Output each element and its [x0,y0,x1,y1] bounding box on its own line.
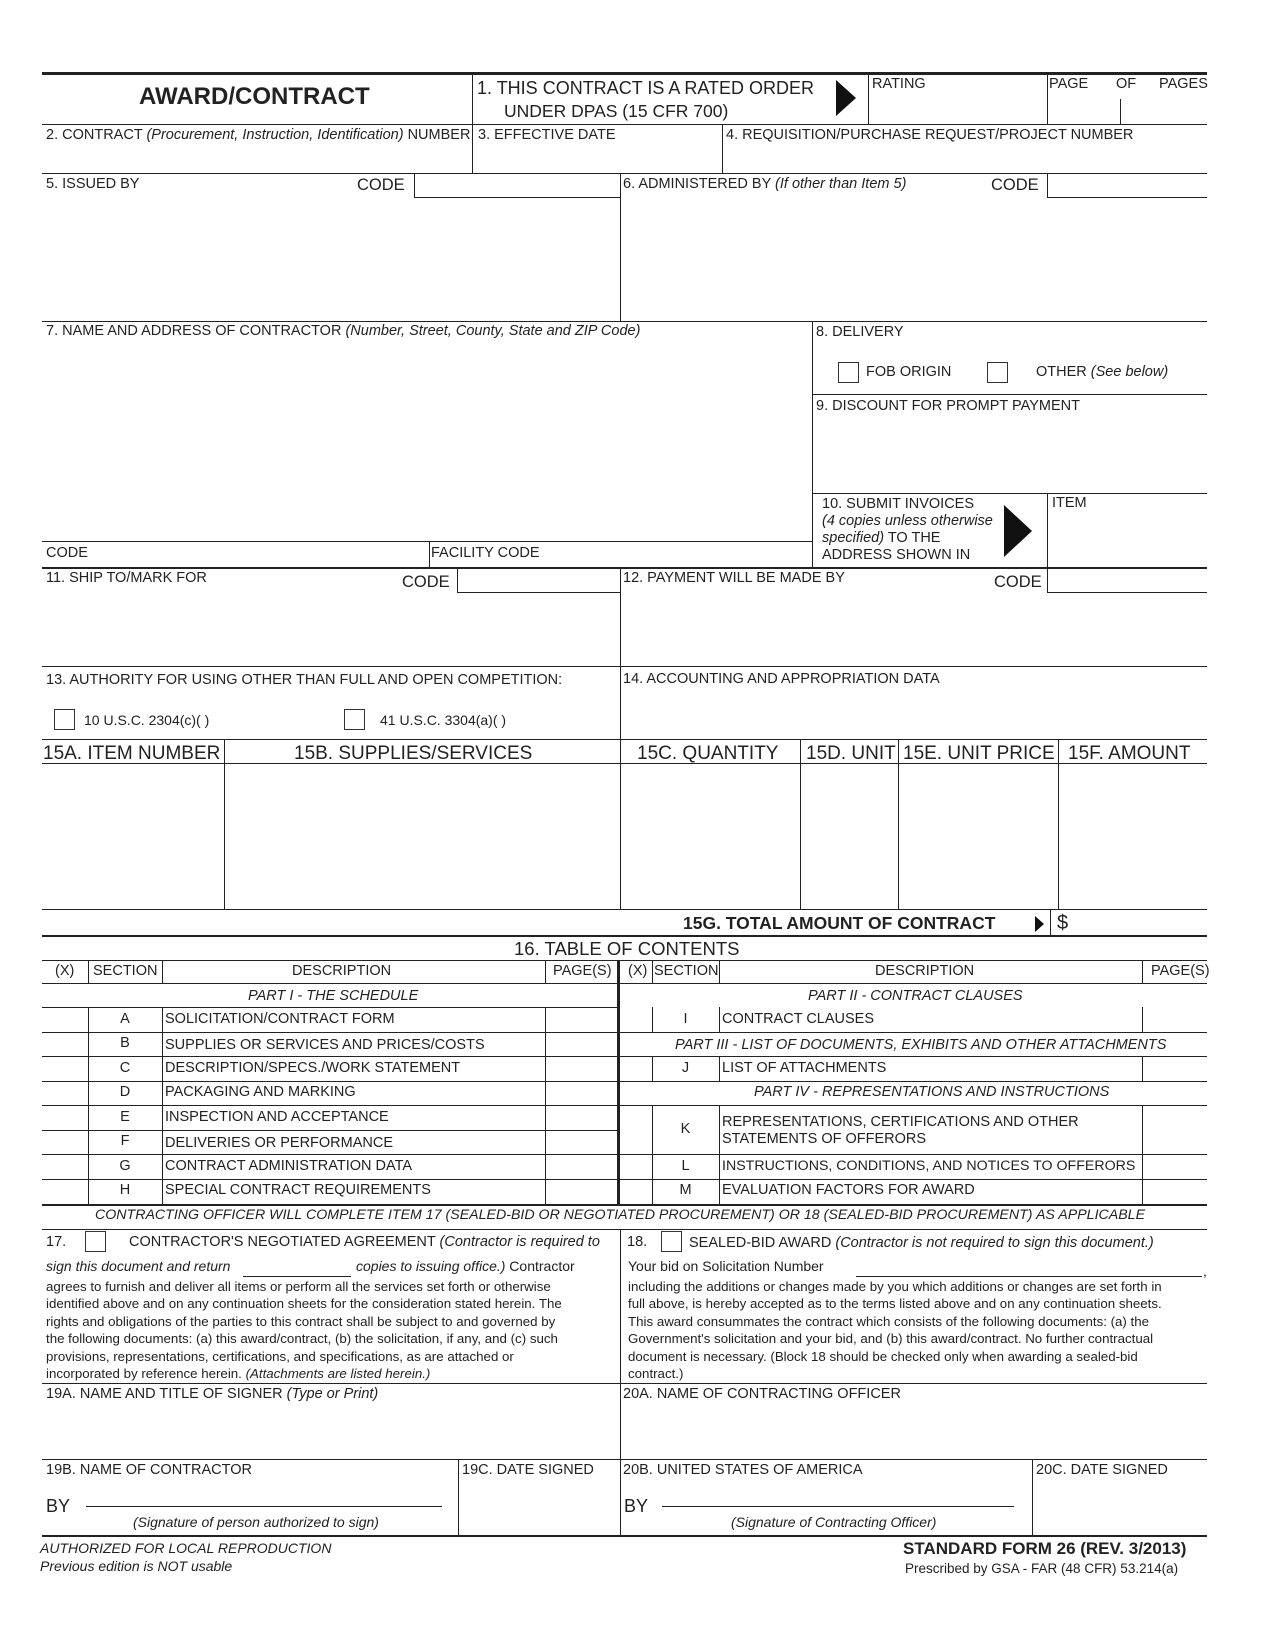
officer-signature-caption: (Signature of Contracting Officer) [731,1514,937,1530]
signer-name-title-label: 19A. NAME AND TITLE OF SIGNER (Type or Print) [46,1386,379,1402]
form-title: AWARD/CONTRACT [139,83,370,110]
toc-part2: PART II - CONTRACT CLAUSES [808,988,1023,1004]
payment-by-label: 12. PAYMENT WILL BE MADE BY [623,570,845,586]
toc-section-code: B [120,1035,130,1051]
toc-header-x: (X) [55,963,75,979]
submit-invoices-line4: ADDRESS SHOWN IN [822,547,971,563]
issued-by-code-label: CODE [357,176,405,194]
of-label: OF [1116,76,1137,92]
administered-by-label: 6. ADMINISTERED BY (If other than Item 5) [623,176,907,192]
toc-header-description-right: DESCRIPTION [875,963,975,979]
requisition-number-label: 4. REQUISITION/PURCHASE REQUEST/PROJECT NUMBER [726,127,1134,143]
contractor-name-label: 19B. NAME OF CONTRACTOR [46,1462,252,1478]
col-item-number: 15A. ITEM NUMBER [43,743,221,764]
authority-10usc-label: 10 U.S.C. 2304(c)( ) [84,712,210,728]
toc-section-code: A [120,1011,130,1027]
toc-section-code: C [119,1060,131,1076]
toc-section-desc: CONTRACT ADMINISTRATION DATA [165,1158,413,1174]
ship-to-code-label: CODE [402,573,450,591]
toc-section-desc: PACKAGING AND MARKING [165,1084,356,1100]
total-amount-label: 15G. TOTAL AMOUNT OF CONTRACT [683,913,996,933]
sealed-bid-award-title: SEALED-BID AWARD (Contractor is not required to sign this document.) [689,1235,1154,1251]
dollar-sign: $ [1057,912,1069,934]
ship-to-label: 11. SHIP TO/MARK FOR [46,570,207,586]
toc-section-code: G [119,1158,131,1174]
toc-section-desc: CONTRACT CLAUSES [722,1011,875,1027]
col-supplies-services: 15B. SUPPLIES/SERVICES [294,743,533,764]
authority-label: 13. AUTHORITY FOR USING OTHER THAN FULL AND OPEN COMPETITION: [46,672,563,688]
negotiated-agreement-title: CONTRACTOR'S NEGOTIATED AGREEMENT (Contractor is required to [129,1234,600,1250]
toc-section-desc: SUPPLIES OR SERVICES AND PRICES/COSTS [165,1037,485,1053]
contractor-date-signed-label: 19C. DATE SIGNED [462,1462,594,1478]
toc-section-desc: SPECIAL CONTRACT REQUIREMENTS [165,1182,431,1198]
officer-by-label: BY [624,1496,649,1516]
item-label: ITEM [1052,495,1087,511]
contractor-signature-caption: (Signature of person authorized to sign) [133,1514,379,1530]
toc-header-pages-right: PAGE(S) [1151,963,1210,979]
toc-section-code: M [679,1182,692,1198]
toc-section-desc: SOLICITATION/CONTRACT FORM [165,1011,395,1027]
contractor-code-label: CODE [46,545,88,561]
toc-section-code: E [120,1109,130,1125]
toc-section-code: H [119,1182,131,1198]
pages-label: PAGES [1159,76,1208,92]
authorized-reproduction: AUTHORIZED FOR LOCAL REPRODUCTION [40,1540,332,1556]
negotiated-agreement-line2b: copies to issuing office.) Contractor [356,1258,575,1274]
toc-section-code: K [680,1121,691,1137]
authority-10usc-checkbox[interactable] [54,709,75,730]
previous-edition-note: Previous edition is NOT usable [40,1558,233,1574]
delivery-label: 8. DELIVERY [816,324,904,340]
toc-section-desc: INSTRUCTIONS, CONDITIONS, AND NOTICES TO OFFERORS [722,1158,1136,1174]
toc-part3: PART III - LIST OF DOCUMENTS, EXHIBITS AND OTHER ATTACHMENTS [675,1037,1167,1053]
toc-section-desc: LIST OF ATTACHMENTS [722,1060,887,1076]
col-quantity: 15C. QUANTITY [637,743,779,764]
accounting-data-label: 14. ACCOUNTING AND APPROPRIATION DATA [623,671,940,687]
authority-41usc-checkbox[interactable] [344,709,365,730]
rated-order-line2: UNDER DPAS (15 CFR 700) [504,101,729,121]
negotiated-agreement-body: agrees to furnish and deliver all items or perform all the services set forth or otherwise identified above and on any continuation sheets for the consideration stated herein. The rights and obligations of the parties to this contract shall be subject to and governed by the following documents: (a) this award/contract, (b) the solicitation, if any, and (c) such provisions, representations, certifications, and specifications, as are attached or incorporated by reference herein. (Attachments are listed herein.) [46,1279,562,1382]
arrow-right-icon [836,80,856,116]
toc-section-desc: DESCRIPTION/SPECS./WORK STATEMENT [165,1060,461,1076]
issued-by-label: 5. ISSUED BY [46,176,140,192]
toc-title: 16. TABLE OF CONTENTS [514,938,740,959]
fob-origin-checkbox[interactable] [838,362,859,383]
toc-section-code: I [683,1011,688,1027]
toc-header-x-right: (X) [628,963,648,979]
toc-section-code: D [119,1084,131,1100]
toc-section-desc-cont: STATEMENTS OF OFFERORS [722,1131,927,1147]
form-number: STANDARD FORM 26 (REV. 3/2013) [903,1539,1187,1558]
facility-code-label: FACILITY CODE [431,545,540,561]
prescribed-by: Prescribed by GSA - FAR (48 CFR) 53.214(a) [905,1561,1179,1576]
united-states-label: 20B. UNITED STATES OF AMERICA [623,1462,863,1478]
submit-invoices-line2: (4 copies unless otherwise [822,513,993,529]
col-amount: 15F. AMOUNT [1068,743,1191,764]
toc-section-desc: EVALUATION FACTORS FOR AWARD [722,1182,975,1198]
submit-invoices-line1: 10. SUBMIT INVOICES [822,496,975,512]
solicitation-comma: , [1203,1263,1207,1279]
fob-origin-label: FOB ORIGIN [866,364,952,380]
toc-header-section-right: SECTION [654,963,719,979]
arrow-right-icon [1004,505,1032,557]
negotiated-agreement-line2a: sign this document and return [46,1258,231,1274]
administered-by-code-label: CODE [991,176,1039,194]
sealed-bid-award-checkbox[interactable] [661,1231,682,1252]
contractor-by-label: BY [46,1496,71,1516]
toc-section-code: J [681,1060,690,1076]
block17-number: 17. [46,1234,67,1250]
sealed-bid-award-body: including the additions or changes made by you which additions or changes are set forth in full above, is hereby accepted as to the terms listed above and on any continuation sheets. This award consummates the contract which consists of the following documents: (a) the Government's solicitation and your bid, and (b) this award/contract. No further contractual document is necessary. (Block 18 should be checked only when awarding a sealed-bid contract.) [628,1279,1162,1382]
toc-section-desc: DELIVERIES OR PERFORMANCE [165,1135,394,1151]
toc-header-pages: PAGE(S) [553,963,612,979]
authority-41usc-label: 41 U.S.C. 3304(a)( ) [380,712,507,728]
negotiated-agreement-checkbox[interactable] [85,1231,106,1252]
toc-section-code: F [120,1133,130,1149]
rated-order-line1: 1. THIS CONTRACT IS A RATED ORDER [477,78,815,98]
payment-by-code-label: CODE [994,573,1042,591]
col-unit: 15D. UNIT [806,743,896,764]
effective-date-label: 3. EFFECTIVE DATE [478,127,616,143]
block18-number: 18. [627,1234,648,1250]
officer-date-signed-label: 20C. DATE SIGNED [1036,1462,1168,1478]
other-delivery-checkbox[interactable] [987,362,1008,383]
toc-part4: PART IV - REPRESENTATIONS AND INSTRUCTIONS [754,1084,1110,1100]
other-delivery-label: OTHER (See below) [1036,364,1169,380]
arrow-right-icon [1035,916,1044,932]
discount-label: 9. DISCOUNT FOR PROMPT PAYMENT [816,398,1080,414]
toc-header-section: SECTION [93,963,158,979]
page-label: PAGE [1049,76,1089,92]
solicitation-number-label: Your bid on Solicitation Number [628,1258,824,1274]
contracting-officer-name-label: 20A. NAME OF CONTRACTING OFFICER [623,1386,901,1402]
col-unit-price: 15E. UNIT PRICE [903,743,1055,764]
contracting-officer-instruction: CONTRACTING OFFICER WILL COMPLETE ITEM 17 (SEALED-BID OR NEGOTIATED PROCUREMENT) OR 18 (SEALED-BID PROCUREMENT) AS APPLICABLE [95,1207,1146,1223]
rating-label: RATING [872,76,926,92]
contractor-address-label: 7. NAME AND ADDRESS OF CONTRACTOR (Number, Street, County, State and ZIP Code) [46,323,641,339]
contract-number-label: 2. CONTRACT (Procurement, Instruction, Identification) NUMBER [46,127,471,143]
submit-invoices-line3: specified) TO THE [822,530,941,546]
toc-part1: PART I - THE SCHEDULE [248,988,419,1004]
toc-section-desc: INSPECTION AND ACCEPTANCE [165,1109,389,1125]
toc-section-code: L [681,1158,690,1174]
toc-section-desc: REPRESENTATIONS, CERTIFICATIONS AND OTHER [722,1114,1079,1130]
toc-header-description: DESCRIPTION [292,963,392,979]
